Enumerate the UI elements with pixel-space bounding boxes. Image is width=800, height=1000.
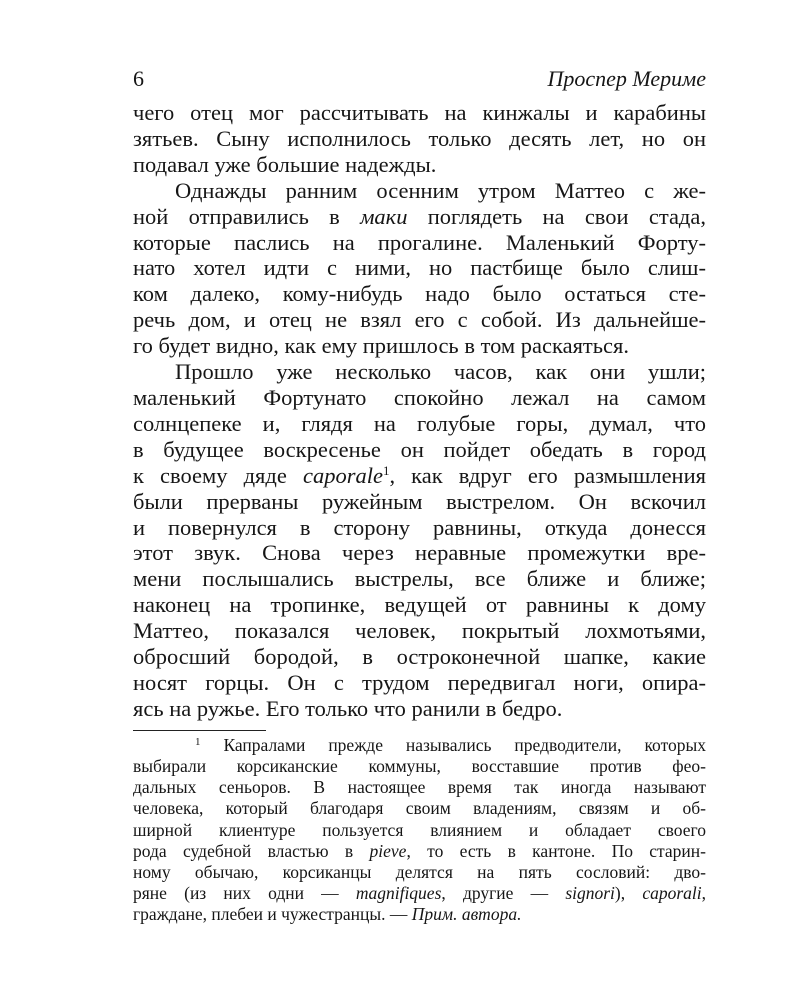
footnote-marker: 1	[195, 735, 201, 748]
italic-term-signori: signori	[565, 883, 615, 904]
footnote-line: дальных сеньоров. В настоящее время так иногда называют	[133, 777, 706, 798]
text-line: мени послышались выстрелы, все ближе и ближе;	[133, 566, 706, 592]
text-line: и повернулся в сторону равнины, откуда донесся	[133, 514, 706, 540]
italic-term-pieve: pieve	[369, 840, 407, 861]
footnote-line: ному обычаю, корсиканцы делятся на пять сословий: дво-	[133, 861, 706, 882]
text-line: которые паслись на прогалине. Маленький Форту-	[133, 229, 706, 255]
text-line: го будет видно, как ему пришлось в том раскаяться.	[133, 333, 629, 359]
italic-term-magnifiques: magnifiques	[355, 883, 442, 904]
footnote-line: $^1$ Капралами прежде назывались предводители, которых	[195, 734, 706, 755]
italic-term-caporale: caporale	[302, 462, 383, 488]
footnote-reference[interactable]: 1	[382, 462, 390, 478]
footnote-line: выбирали корсиканские коммуны, восставшие против фео-	[133, 755, 706, 776]
text-line: маленький Фортунато спокойно лежал на самом	[133, 384, 706, 410]
text-line: были прерваны ружейным выстрелом. Он вскочил	[133, 488, 706, 514]
text-line: обросший бородой, в остроконечной шапке, какие	[133, 644, 706, 670]
italic-author-note: Прим. автора.	[411, 904, 522, 925]
text-line: в будущее воскресенье он пойдет обедать в город	[133, 436, 706, 462]
paragraph-2	[133, 178, 706, 359]
text-line: к своему дяде caporale$^1$, как вдруг его размышления	[133, 462, 706, 488]
text-line: Прошло уже несколько часов, как они ушли;	[175, 359, 706, 385]
text-line: зятьев. Сыну исполнилось только десять лет, но он	[133, 125, 706, 151]
text-line: подавал уже большие надежды.	[133, 151, 437, 177]
text-line: носят горцы. Он с трудом передвигал ноги, опира-	[133, 669, 706, 695]
footnote-line: ряне (из них одни — magnifiques, другие — signori), caporali,	[133, 883, 706, 904]
text-line: наконец на тропинке, ведущей от равнины к дому	[133, 592, 706, 618]
footnote	[133, 735, 706, 926]
footnote-line: граждане, плебеи и чужестранцы. — Прим. автора.	[133, 904, 522, 925]
body-text	[133, 100, 706, 722]
text-line: солнцепеке и, глядя на голубые горы, думал, что	[133, 410, 706, 436]
text-line: Маттео, показался человек, покрытый лохмотьями,	[133, 618, 706, 644]
text-line: нато хотел идти с ними, но пастбище было слиш-	[133, 255, 706, 281]
book-page	[133, 66, 706, 926]
italic-term-caporali: caporali	[642, 883, 702, 904]
text-line: ясь на ружье. Его только что ранили в бедро.	[133, 695, 563, 721]
text-line: чего отец мог рассчитывать на кинжалы и карабины	[133, 100, 706, 125]
text-line: этот звук. Снова через неравные промежутки вре-	[133, 540, 706, 566]
page-number: 6	[133, 66, 144, 91]
paragraph-1	[133, 100, 706, 178]
footnote-line: рода судебной властью в pieve, то есть в кантоне. По старин-	[133, 840, 706, 861]
running-title: Проспер Мериме	[547, 66, 706, 91]
text-line: ком далеко, кому-нибудь надо было остаться сте-	[133, 281, 706, 307]
paragraph-3	[133, 359, 706, 722]
italic-term-maki: маки	[360, 203, 408, 229]
footnote-line: ширной клиентуре пользуется влиянием и обладает своего	[133, 819, 706, 840]
footnote-line: человека, который благодаря своим владениям, связям и об-	[133, 798, 706, 819]
text-line: Однажды ранним осенним утром Маттео с же-	[175, 177, 706, 203]
running-head	[133, 66, 706, 100]
text-line: ной отправились в маки поглядеть на свои стада,	[133, 203, 706, 229]
footnote-separator	[133, 730, 266, 731]
text-line: речь дом, и отец не взял его с собой. Из дальнейше-	[133, 307, 706, 333]
